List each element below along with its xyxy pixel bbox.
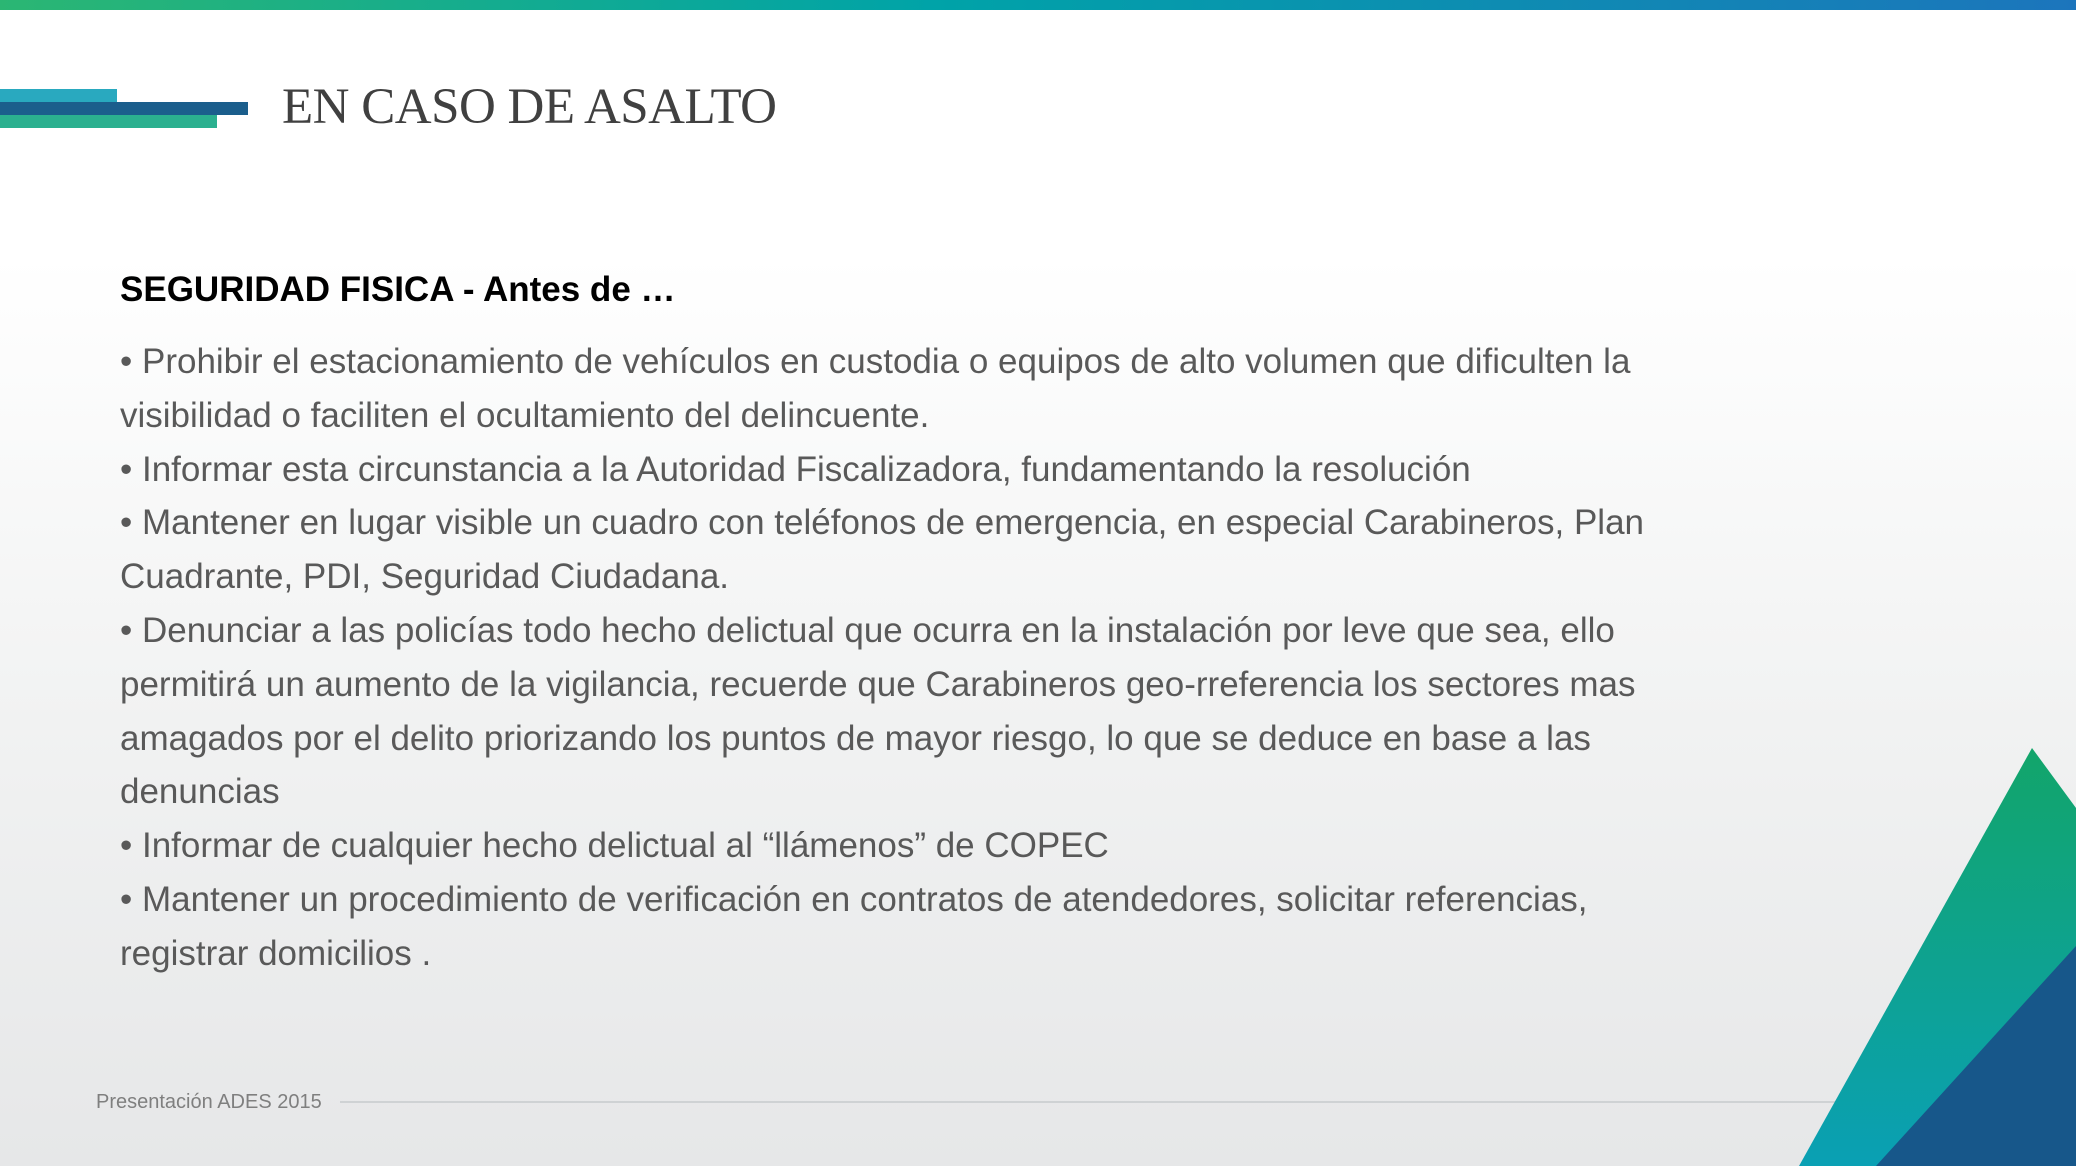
footer-text: Presentación ADES 2015 — [96, 1091, 322, 1113]
bullet-line: Cuadrante, PDI, Seguridad Ciudadana. — [120, 557, 730, 597]
bullet-line: visibilidad o faciliten el ocultamiento del delincuente. — [120, 395, 930, 435]
bullet-line: • Prohibir el estacionamiento de vehículos en custodia o equipos de alto volumen que dificulten la — [120, 342, 1631, 381]
bullet-line: • Mantener un procedimiento de verificación en contratos de atendedores, solicitar referencias, — [120, 879, 1588, 919]
bullet-line: registrar domicilios . — [120, 933, 432, 973]
bullet-line: permitirá un aumento de la vigilancia, recuerde que Carabineros geo-rreferencia los sectores mas — [120, 664, 1636, 704]
bullet-line: • Denunciar a las policías todo hecho delictual que ocurra en la instalación por leve que sea, ello — [120, 610, 1615, 650]
bullet-line: • Informar de cualquier hecho delictual al “llámenos” de COPEC — [120, 826, 1109, 866]
bullet-line: • Mantener en lugar visible un cuadro con teléfonos de emergencia, en especial Carabineros, Plan — [120, 503, 1645, 543]
section-heading: SEGURIDAD FISICA - Antes de … — [120, 270, 676, 309]
bullet-line: • Informar esta circunstancia a la Autoridad Fiscalizadora, fundamentando la resolución — [120, 449, 1471, 489]
bullet-line: denuncias — [120, 772, 280, 812]
slide-title: EN CASO DE ASALTO — [282, 79, 777, 135]
bullet-line: amagados por el delito priorizando los puntos de mayor riesgo, lo que se deduce en base a las — [120, 718, 1591, 758]
